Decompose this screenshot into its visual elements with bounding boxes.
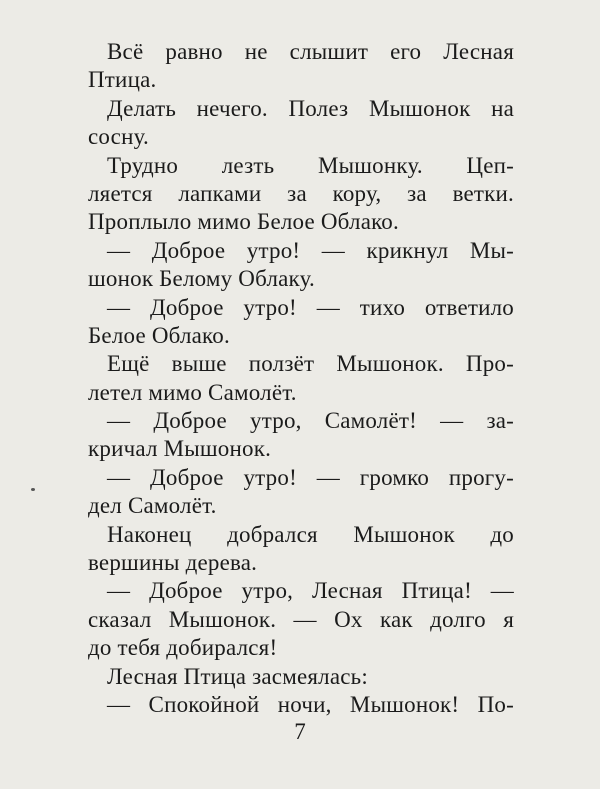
- text-line: — Доброе утро! — крикнул Мы-: [107, 237, 514, 263]
- text-line: кричал Мышонок.: [88, 436, 272, 462]
- text-line: — Спокойной ночи, Мышонок! По-: [107, 691, 514, 717]
- text-line: шонок Белому Облаку.: [88, 266, 315, 292]
- text-line: Трудно лезть Мышонку. Цеп-: [107, 152, 514, 178]
- text-line: Проплыло мимо Белое Облако.: [88, 209, 399, 235]
- page-number: 7: [294, 719, 306, 744]
- text-line: Лесная Птица засмеялась:: [107, 663, 368, 689]
- print-speck: [31, 488, 35, 491]
- text-line: летел мимо Самолёт.: [88, 379, 297, 405]
- text-line: Наконец добрался Мышонок до: [107, 521, 514, 547]
- text-line: Белое Облако.: [88, 322, 230, 348]
- text-line: до тебя добирался!: [88, 635, 278, 661]
- text-line: Птица.: [88, 67, 157, 93]
- text-line: — Доброе утро! — громко прогу-: [107, 464, 514, 490]
- text-line: вершины дерева.: [88, 550, 258, 576]
- text-line: сказал Мышонок. — Ох как долго я: [88, 606, 514, 632]
- text-line: Ещё выше ползёт Мышонок. Про-: [107, 351, 514, 377]
- text-line: — Доброе утро, Лесная Птица! —: [107, 578, 514, 604]
- story-text: [88, 38, 514, 719]
- text-line: сосну.: [88, 124, 149, 150]
- text-line: Делать нечего. Полез Мышонок на: [107, 95, 514, 121]
- text-line: Всё равно не слышит его Лесная: [107, 39, 514, 64]
- text-line: ляется лапками за кору, за ветки.: [88, 180, 514, 206]
- text-line: — Доброе утро! — тихо ответило: [107, 294, 514, 320]
- text-line: дел Самолёт.: [88, 493, 217, 519]
- text-line: — Доброе утро, Самолёт! — за-: [107, 408, 514, 434]
